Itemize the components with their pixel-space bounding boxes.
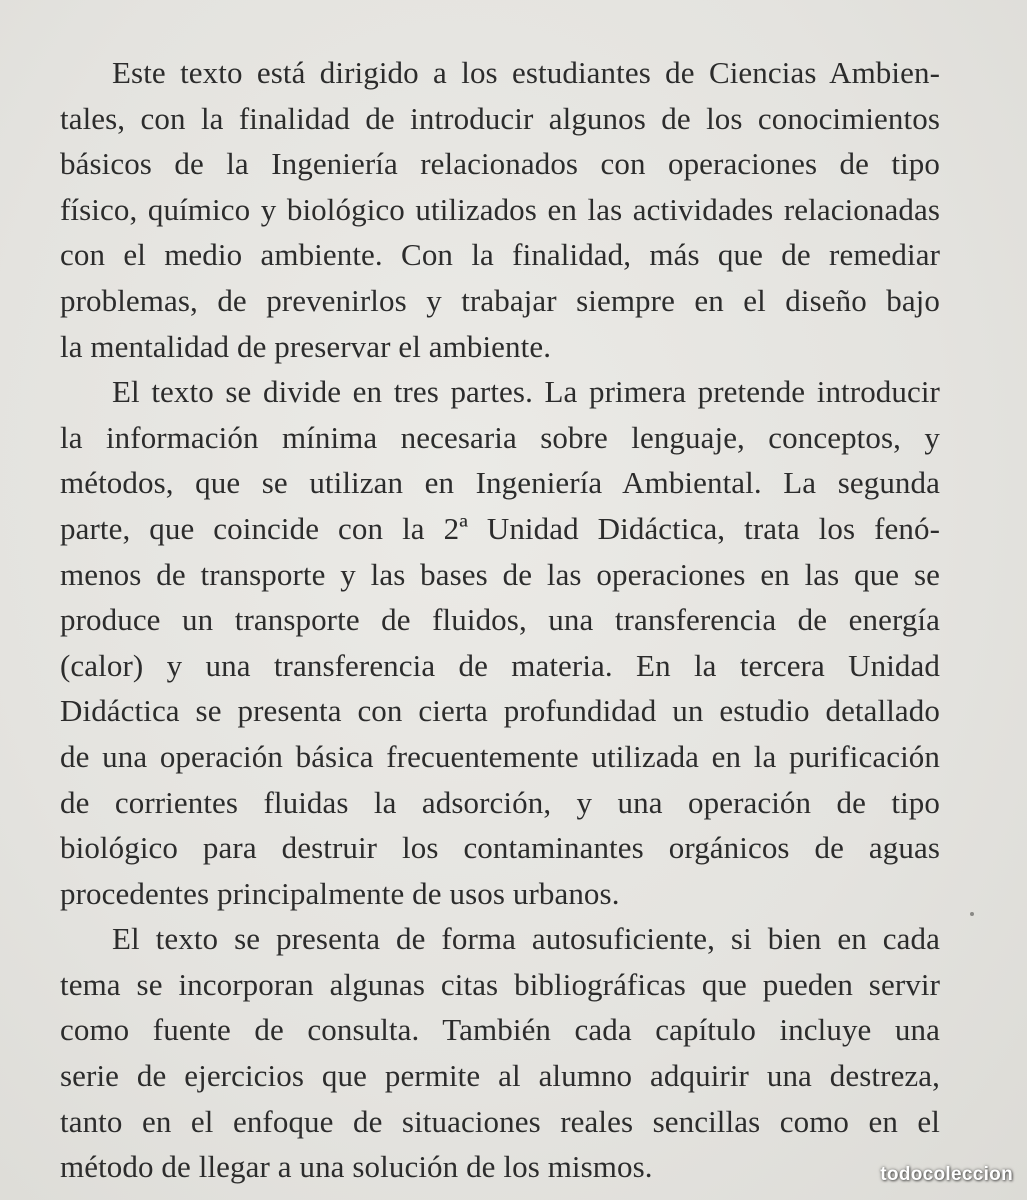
text-line: El texto se presenta de forma autosuficiente, si bien en cada xyxy=(112,921,940,957)
text-line: la información mínima necesaria sobre lenguaje, conceptos, y xyxy=(60,419,940,455)
text-line: Este texto está dirigido a los estudiantes de Ciencias Ambien- xyxy=(112,55,940,90)
text-line: método de llegar a una solución de los mismos. xyxy=(60,1149,653,1185)
text-line: serie de ejercicios que permite al alumno adquirir una destreza, xyxy=(60,1058,940,1094)
text-line: métodos, que se utilizan en Ingeniería Ambiental. La segunda xyxy=(60,465,940,501)
text-line: tales, con la finalidad de introducir algunos de los conocimientos xyxy=(60,100,940,136)
body-text xyxy=(60,50,940,1190)
text-line: (calor) y una transferencia de materia. En la tercera Unidad xyxy=(60,647,940,683)
text-line: procedentes principalmente de usos urbanos. xyxy=(60,875,620,911)
text-line: básicos de la Ingeniería relacionados con operaciones de tipo xyxy=(60,146,940,182)
text-line: físico, químico y biológico utilizados en las actividades relacionadas xyxy=(60,191,940,227)
text-line: produce un transporte de fluidos, una transferencia de energía xyxy=(60,602,940,638)
text-line: El texto se divide en tres partes. La primera pretende introducir xyxy=(112,374,940,410)
text-line: como fuente de consulta. También cada capítulo incluye una xyxy=(60,1012,940,1048)
text-line: la mentalidad de preservar el ambiente. xyxy=(60,328,552,364)
text-line: con el medio ambiente. Con la finalidad, más que de remediar xyxy=(60,237,940,273)
text-line: tanto en el enfoque de situaciones reales sencillas como en el xyxy=(60,1103,940,1139)
paper-speck xyxy=(970,912,974,916)
text-line: menos de transporte y las bases de las operaciones en las que se xyxy=(60,556,940,592)
text-line: problemas, de prevenirlos y trabajar siempre en el diseño bajo xyxy=(60,282,940,318)
text-line: biológico para destruir los contaminantes orgánicos de aguas xyxy=(60,830,940,866)
text-line: parte, que coincide con la 2ª Unidad Didáctica, trata los fenó- xyxy=(60,510,940,546)
watermark-logo: todocoleccion xyxy=(880,1164,1013,1185)
text-line: Didáctica se presenta con cierta profundidad un estudio detallado xyxy=(60,693,940,729)
text-line: tema se incorporan algunas citas bibliográficas que pueden servir xyxy=(60,966,940,1002)
text-line: de una operación básica frecuentemente utilizada en la purificación xyxy=(60,738,940,774)
paragraph-1 xyxy=(60,50,940,369)
paragraph-3 xyxy=(60,916,940,1190)
paragraph-2 xyxy=(60,369,940,916)
text-line: de corrientes fluidas la adsorción, y una operación de tipo xyxy=(60,784,940,820)
